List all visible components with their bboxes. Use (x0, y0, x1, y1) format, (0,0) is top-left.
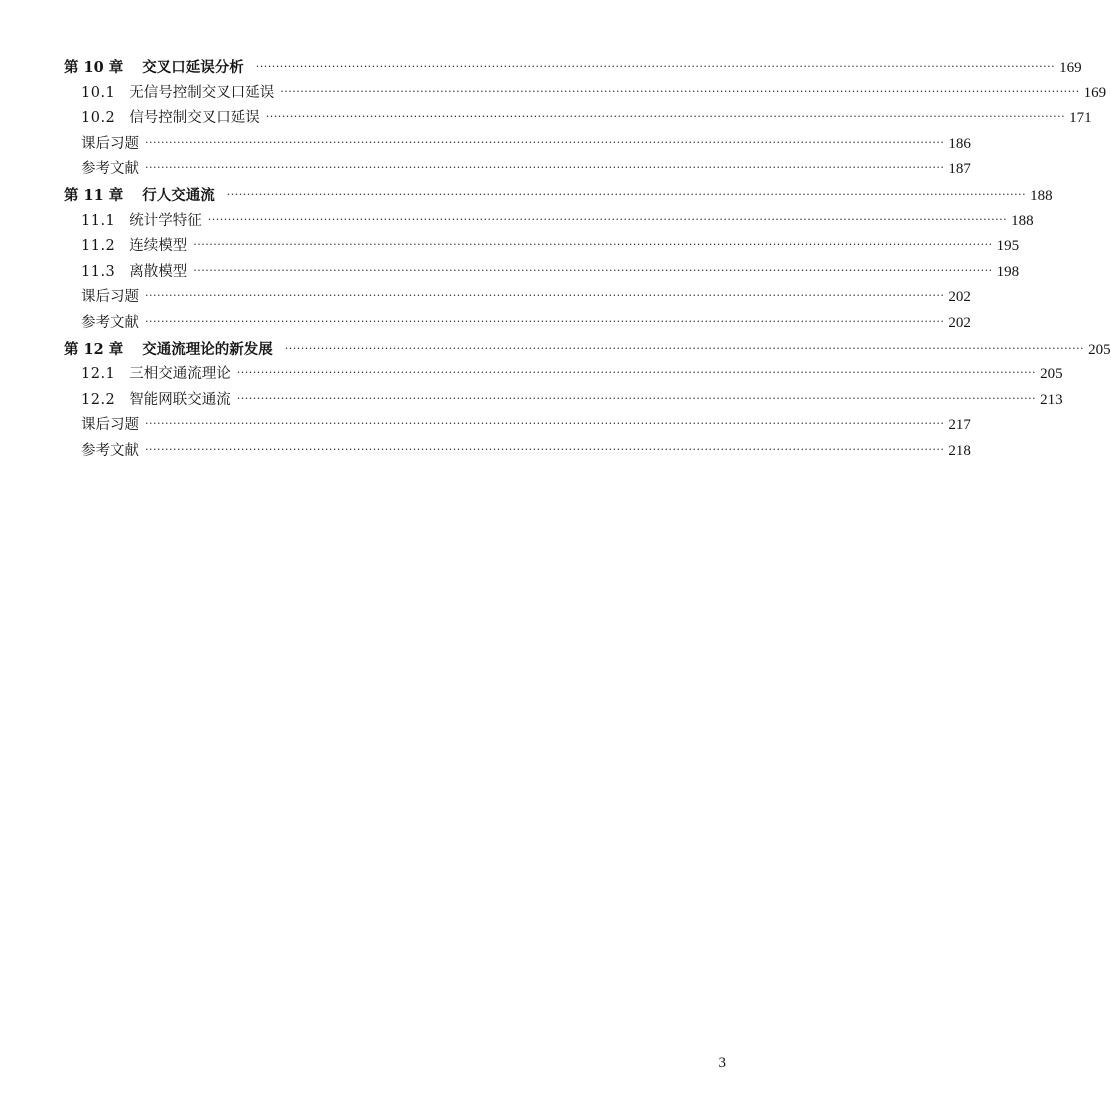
dot-leader: ········································································································································································································ (207, 212, 1008, 226)
toc-chapter-row (64, 55, 1082, 81)
toc-chapter-row (64, 337, 1111, 363)
toc-entry-title: 交通流理论的新发展 (142, 340, 273, 358)
toc-entry-title: 智能网联交通流 (129, 391, 231, 408)
dot-leader: ········································································································································································································ (280, 84, 1080, 98)
dot-leader: ········································································································································································································ (236, 366, 1037, 380)
page-number: 3 (718, 1055, 726, 1071)
table-of-contents (64, 55, 1111, 465)
toc-entry-title: 参考文献 (81, 314, 139, 331)
toc-section-row (64, 439, 971, 465)
toc-entry-number: 11.2 (81, 238, 116, 255)
toc-entry-number: 10.2 (81, 110, 116, 127)
dot-leader: ········································································································································································································ (236, 391, 1037, 405)
toc-entry-number: 12.1 (81, 366, 116, 383)
toc-section-row (64, 413, 971, 439)
dot-leader: ········································································································································································································ (145, 314, 945, 328)
toc-entry-page: 205 (1088, 341, 1111, 358)
dot-leader: ········································································································································································································ (145, 161, 945, 175)
toc-entry-page: 198 (996, 263, 1020, 280)
toc-section-row (64, 81, 1107, 107)
toc-entry-page: 187 (948, 161, 971, 178)
toc-entry-title: 行人交通流 (142, 186, 215, 204)
dot-leader: ········································································································································································································ (226, 187, 1027, 201)
dot-leader: ········································································································································································································ (193, 263, 993, 277)
toc-entry-page: 205 (1040, 366, 1063, 383)
toc-chapter-row (64, 183, 1053, 209)
dot-leader: ········································································································································································································ (145, 442, 945, 456)
toc-entry-title: 连续模型 (129, 238, 188, 255)
toc-entry-title: 信号控制交叉口延误 (129, 110, 260, 127)
toc-entry-number: 12.2 (81, 391, 116, 408)
toc-entry-number: 第 10 章 (64, 59, 124, 76)
toc-section-row (64, 311, 971, 337)
toc-entry-title: 三相交通流理论 (129, 366, 231, 383)
toc-entry-title: 无信号控制交叉口延误 (129, 84, 275, 101)
dot-leader: ········································································································································································································ (284, 341, 1085, 355)
toc-section-row (64, 260, 1020, 286)
toc-entry-title: 参考文献 (81, 161, 139, 178)
toc-entry-number: 11.3 (81, 263, 116, 280)
toc-entry-page: 188 (1030, 187, 1053, 204)
toc-entry-title: 课后习题 (81, 289, 139, 306)
toc-entry-title: 课后习题 (81, 135, 139, 152)
toc-entry-page: 169 (1083, 84, 1107, 101)
dot-leader: ········································································································································································································ (145, 417, 945, 431)
toc-entry-title: 参考文献 (81, 442, 139, 459)
toc-entry-title: 交叉口延误分析 (142, 59, 244, 76)
toc-entry-page: 171 (1069, 110, 1092, 127)
dot-leader: ········································································································································································································ (145, 289, 945, 303)
toc-section-row (64, 132, 971, 158)
dot-leader: ········································································································································································································ (255, 60, 1056, 73)
toc-entry-number: 第 11 章 (64, 186, 124, 204)
toc-entry-page: 217 (948, 417, 971, 434)
toc-entry-page: 188 (1011, 212, 1034, 229)
toc-entry-number: 11.1 (81, 212, 116, 229)
toc-entry-page: 169 (1059, 60, 1082, 76)
toc-entry-title: 课后习题 (81, 417, 139, 434)
dot-leader: ········································································································································································································ (145, 135, 945, 149)
toc-entry-number: 10.1 (81, 84, 116, 101)
toc-entry-page: 186 (948, 135, 971, 152)
toc-section-row (64, 285, 971, 311)
toc-entry-number: 第 12 章 (64, 340, 124, 358)
toc-entry-page: 202 (948, 289, 971, 306)
toc-section-row (64, 106, 1092, 132)
toc-section-row (64, 362, 1063, 388)
toc-entry-page: 202 (948, 314, 971, 331)
toc-entry-title: 统计学特征 (129, 212, 202, 229)
toc-entry-page: 195 (996, 238, 1020, 255)
toc-section-row (64, 209, 1034, 235)
toc-section-row (64, 234, 1020, 260)
dot-leader: ········································································································································································································ (265, 110, 1066, 124)
toc-entry-title: 离散模型 (129, 263, 188, 280)
toc-section-row (64, 157, 971, 183)
toc-entry-page: 213 (1040, 391, 1063, 408)
toc-section-row (64, 388, 1063, 414)
toc-entry-page: 218 (948, 442, 971, 459)
dot-leader: ········································································································································································································ (193, 238, 993, 252)
